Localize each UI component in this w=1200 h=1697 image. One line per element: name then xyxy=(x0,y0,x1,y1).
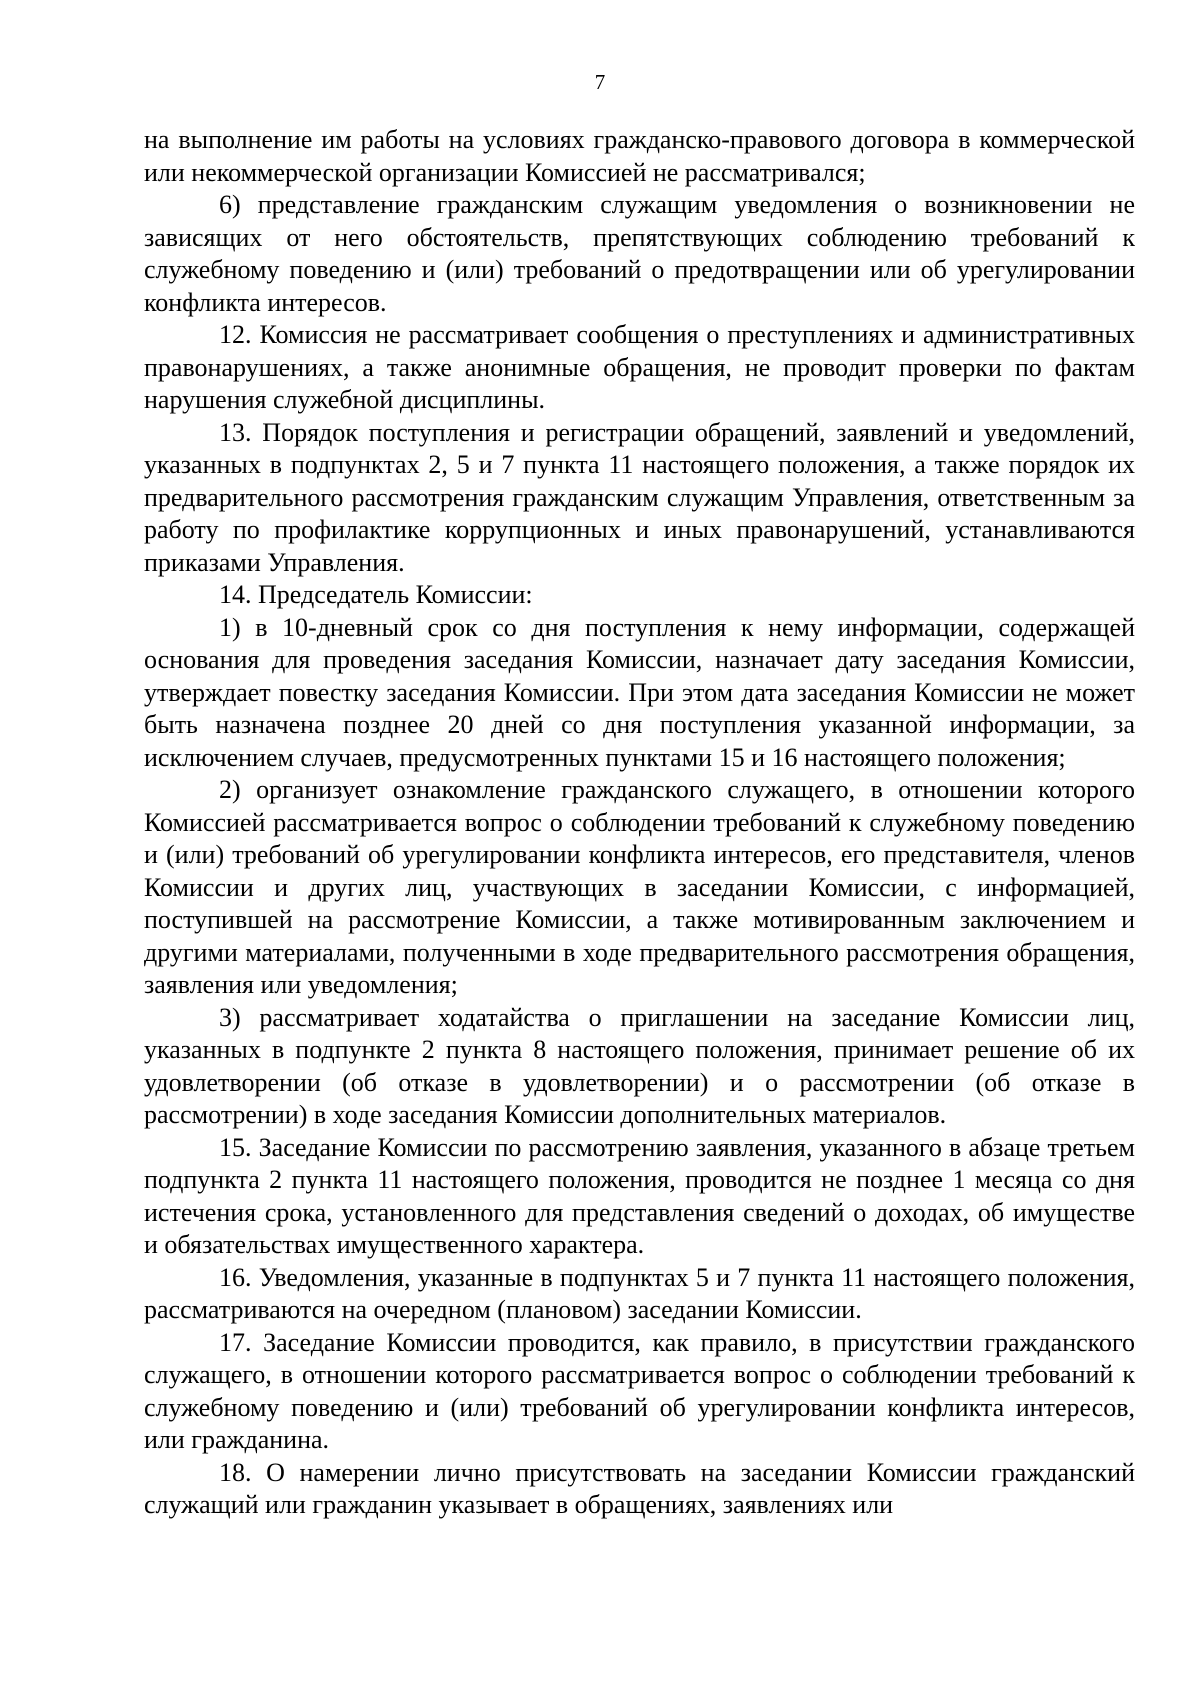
document-body xyxy=(144,124,1135,1522)
paragraph-subitem-6: 6) представление гражданским служащим уведомления о возникновении не зависящих от него обстоятельств, препятствующих соблюдению требований к служебному поведению и (или) требований о предотвращении или об урегулировании конфликта интересов. xyxy=(144,190,1135,317)
paragraph-clause-14-item-2: 2) организует ознакомление гражданского служащего, в отношении которого Комиссией рассматривается вопрос о соблюдении требований к служебному поведению и (или) требований об урегулировании конфликта интересов, его представителя, членов Комиссии и других лиц, участвующих в заседании Комиссии, с информацией, поступившей на рассмотрение Комиссии, а также мотивированным заключением и другими материалами, полученными в ходе предварительного рассмотрения обращения, заявления или уведомления; xyxy=(144,775,1135,999)
paragraph-clause-14-item-3: 3) рассматривает ходатайства о приглашении на заседание Комиссии лиц, указанных в подпункте 2 пункта 8 настоящего положения, принимает решение об их удовлетворении (об отказе в удовлетворении) и о рассмотрении (об отказе в рассмотрении) в ходе заседания Комиссии дополнительных материалов. xyxy=(144,1002,1135,1129)
paragraph-clause-17: 17. Заседание Комиссии проводится, как правило, в присутствии гражданского служащего, в отношении которого рассматривается вопрос о соблюдении требований к служебному поведению и (или) требований об урегулировании конфликта интересов, или гражданина. xyxy=(144,1327,1135,1454)
paragraph-clause-14-item-1: 1) в 10-дневный срок со дня поступления к нему информации, содержащей основания для проведения заседания Комиссии, назначает дату заседания Комиссии, утверждает повестку заседания Комиссии. При этом дата заседания Комиссии не может быть назначена позднее 20 дней со дня поступления указанной информации, за исключением случаев, предусмотренных пунктами 15 и 16 настоящего положения; xyxy=(144,612,1135,772)
paragraph-clause-15: 15. Заседание Комиссии по рассмотрению заявления, указанного в абзаце третьем подпункта 2 пункта 11 настоящего положения, проводится не позднее 1 месяца со дня истечения срока, установленного для представления сведений о доходах, об имуществе и обязательствах имущественного характера. xyxy=(144,1132,1135,1259)
paragraph-clause-14: 14. Председатель Комиссии: xyxy=(219,580,533,609)
paragraph-clause-16: 16. Уведомления, указанные в подпунктах 5 и 7 пункта 11 настоящего положения, рассматриваются на очередном (плановом) заседании Комиссии. xyxy=(144,1262,1135,1324)
paragraph-continuation: на выполнение им работы на условиях гражданско-правового договора в коммерческой или некоммерческой организации Комиссией не рассматривался; xyxy=(144,125,1135,187)
paragraph-clause-18: 18. О намерении лично присутствовать на заседании Комиссии гражданский служащий или гражданин указывает в обращениях, заявлениях или xyxy=(144,1457,1135,1519)
page-number: 7 xyxy=(594,70,606,94)
paragraph-clause-12: 12. Комиссия не рассматривает сообщения о преступлениях и административных правонарушениях, а также анонимные обращения, не проводит проверки по фактам нарушения служебной дисциплины. xyxy=(144,320,1135,414)
paragraph-clause-13: 13. Порядок поступления и регистрации обращений, заявлений и уведомлений, указанных в подпунктах 2, 5 и 7 пункта 11 настоящего положения, а также порядок их предварительного рассмотрения гражданским служащим Управления, ответственным за работу по профилактике коррупционных и иных правонарушений, устанавливаются приказами Управления. xyxy=(144,417,1135,577)
